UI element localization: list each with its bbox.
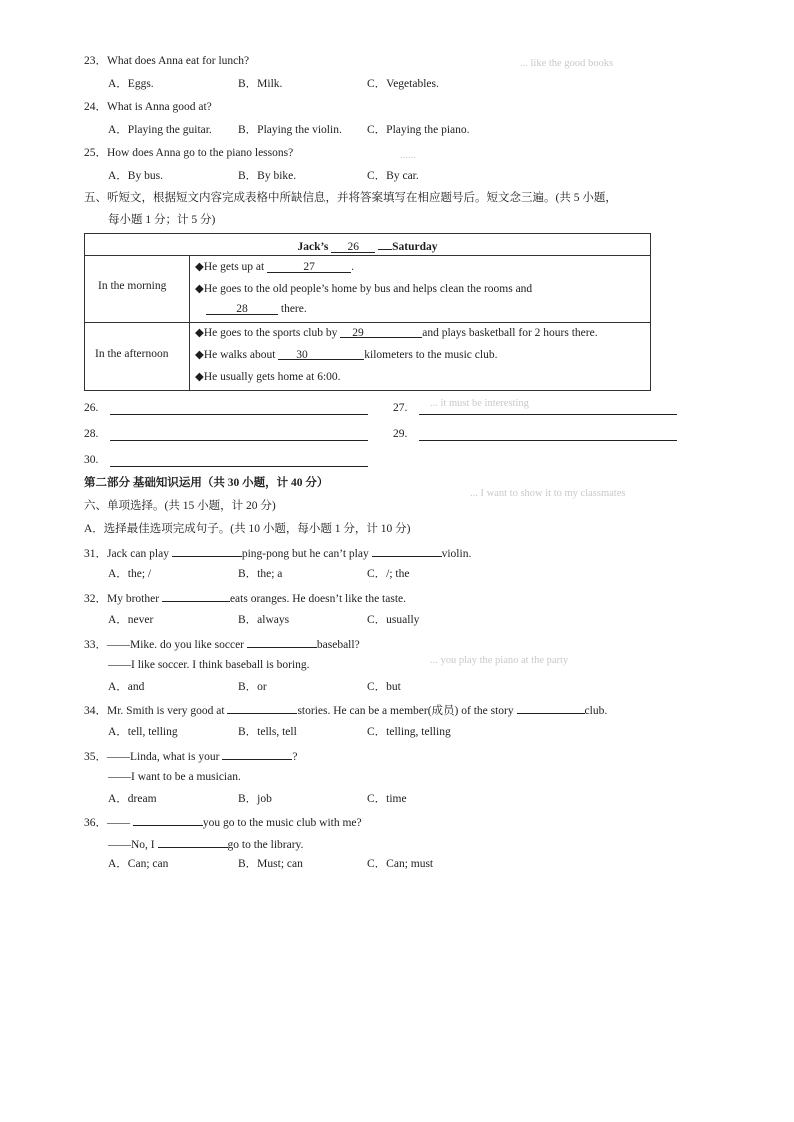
q32-text-1: 32．My brother <box>84 593 160 605</box>
section-5-instructions: 五、听短文，根据短文内容完成表格中所缺信息，并将答案填写在相应题号后。短文念三遍。(共 5 小题， <box>84 192 617 204</box>
q34-text-1: 34．Mr. Smith is very good at <box>84 705 225 717</box>
q35-option-b: B．job <box>238 793 272 805</box>
q31-blank-1[interactable] <box>172 545 242 557</box>
q31-option-a: A．the; / <box>108 568 152 580</box>
answer-30-label: 30. <box>84 454 99 466</box>
diamond-bullet-icon: ◆ <box>195 327 204 339</box>
q36-response <box>108 836 303 852</box>
q33-blank[interactable] <box>247 636 317 648</box>
morning-item-2 <box>195 281 532 295</box>
blank-26-number: 26 <box>347 241 359 253</box>
q35-text-2: ? <box>292 751 298 763</box>
blank-28 <box>206 303 278 315</box>
q34-text-2: stories. He can be a member(成员) of the story <box>297 705 514 717</box>
bleed-through-text: ...... <box>400 150 416 161</box>
blank-28-number: 28 <box>236 303 248 315</box>
q36-text-2: you go to the music club with me? <box>202 817 362 829</box>
answer-29-label: 29. <box>393 428 408 440</box>
q32-blank[interactable] <box>162 590 230 602</box>
q33-option-a: A．and <box>108 681 145 693</box>
q33-response: ——I like soccer. I think baseball is boring. <box>108 659 310 671</box>
q34-option-c: C．telling, telling <box>367 726 451 738</box>
q34-blank-2[interactable] <box>517 702 585 714</box>
q36-text-1: 36．—— <box>84 817 130 829</box>
question-25: 25．How does Anna go to the piano lessons? <box>84 147 294 159</box>
q35-blank[interactable] <box>222 748 292 760</box>
blank-27-number: 27 <box>303 261 315 273</box>
q34-text-3: club. <box>584 705 608 717</box>
q31-option-b: B．the; a <box>238 568 283 580</box>
q32-option-c: C．usually <box>367 614 420 626</box>
blank-27 <box>267 261 351 273</box>
diamond-bullet-icon: ◆ <box>195 261 204 273</box>
q32-option-b: B．always <box>238 614 290 626</box>
question-34 <box>84 702 607 718</box>
q33-option-b: B．or <box>238 681 267 693</box>
question-24: 24．What is Anna good at? <box>84 101 212 113</box>
morning-item-2-text: He goes to the old people’s home by bus and helps clean the rooms and <box>203 283 533 295</box>
afternoon-item-3 <box>195 369 341 383</box>
answer-27-label: 27. <box>393 402 408 414</box>
blank-30-number: 30 <box>296 349 308 361</box>
diamond-bullet-icon: ◆ <box>195 283 204 295</box>
answer-26-label: 26. <box>84 402 99 414</box>
answer-28-label: 28. <box>84 428 99 440</box>
q36-option-b: B．Must; can <box>238 858 303 870</box>
q24-option-c: C．Playing the piano. <box>367 124 470 136</box>
question-36 <box>84 814 362 830</box>
section-5-points: 每小题 1 分；计 5 分) <box>108 214 216 226</box>
bleed-through-text: ... you play the piano at the party <box>430 655 569 666</box>
q36-option-c: C．Can; must <box>367 858 434 870</box>
row-label-afternoon: In the afternoon <box>95 348 169 360</box>
q32-option-a: A．never <box>108 614 154 626</box>
table-row-divider <box>85 322 650 323</box>
answer-line-28[interactable] <box>84 428 369 442</box>
question-33 <box>84 636 360 652</box>
answer-30-blank[interactable] <box>110 466 368 467</box>
afternoon-item-2 <box>195 347 497 361</box>
answer-line-27[interactable] <box>393 402 678 416</box>
q35-option-a: A．dream <box>108 793 157 805</box>
afternoon-item-1-end: and plays basketball for 2 hours there. <box>422 327 598 339</box>
q34-option-b: B．tells, tell <box>238 726 297 738</box>
morning-item-1-text: He gets up at <box>203 261 265 273</box>
info-table <box>84 233 651 391</box>
morning-item-1-end: . <box>351 261 354 273</box>
table-title <box>85 238 650 253</box>
q35-text-1: 35．——Linda, what is your <box>84 751 220 763</box>
table-header <box>85 234 650 256</box>
afternoon-item-2-end: kilometers to the music club. <box>364 349 498 361</box>
q23-option-a: A．Eggs. <box>108 78 154 90</box>
blank-30 <box>278 349 364 360</box>
morning-item-2-continued <box>206 303 307 315</box>
table-title-suffix: Saturday <box>392 241 438 253</box>
q36-blank-2[interactable] <box>158 836 228 848</box>
q33-option-c: C．but <box>367 681 401 693</box>
part-2-title: 第二部分 基础知识运用（共 30 小题，计 40 分） <box>84 477 329 489</box>
q23-option-b: B．Milk. <box>238 78 283 90</box>
blank-26-extension <box>378 238 392 250</box>
answer-line-26[interactable] <box>84 402 369 416</box>
afternoon-item-1-text: He goes to the sports club by <box>203 327 338 339</box>
q36-blank-1[interactable] <box>133 814 203 826</box>
afternoon-item-1 <box>195 325 598 339</box>
answer-26-blank[interactable] <box>110 414 368 415</box>
diamond-bullet-icon: ◆ <box>195 371 204 383</box>
q31-text-2: ping-pong but he can’t play <box>241 548 369 560</box>
section-6-title: 六、单项选择。(共 15 小题，计 20 分) <box>84 500 276 512</box>
answer-28-blank[interactable] <box>110 440 368 441</box>
question-31 <box>84 545 471 561</box>
q32-text-2: eats oranges. He doesn’t like the taste. <box>229 593 407 605</box>
q24-option-a: A．Playing the guitar. <box>108 124 212 136</box>
q35-response: ——I want to be a musician. <box>108 771 241 783</box>
q36-option-a: A．Can; can <box>108 858 169 870</box>
q33-text-1: 33．——Mike. do you like soccer <box>84 639 245 651</box>
question-35 <box>84 748 297 764</box>
q24-option-b: B．Playing the violin. <box>238 124 342 136</box>
q35-option-c: C．time <box>367 793 407 805</box>
afternoon-item-2-text: He walks about <box>203 349 276 361</box>
answer-29-blank[interactable] <box>419 440 677 441</box>
q36-response-text-2: go to the library. <box>227 839 304 851</box>
blank-29-number: 29 <box>352 327 364 339</box>
section-a-instructions: A．选择最佳选项完成句子。(共 10 小题，每小题 1 分，计 10 分) <box>84 523 411 535</box>
morning-item-1 <box>195 259 354 273</box>
blank-26 <box>331 241 375 253</box>
answer-27-blank[interactable] <box>419 414 677 415</box>
q25-option-b: B．By bike. <box>238 170 297 182</box>
q33-text-2: baseball? <box>316 639 360 651</box>
q31-blank-2[interactable] <box>372 545 442 557</box>
row-label-morning: In the morning <box>98 280 167 292</box>
answer-line-29[interactable] <box>393 428 678 442</box>
q31-text-1: 31．Jack can play <box>84 548 169 560</box>
table-title-prefix: Jack’s <box>297 241 329 253</box>
morning-item-2-end: there. <box>280 303 307 315</box>
afternoon-item-3-text: He usually gets home at 6:00. <box>203 371 341 383</box>
q25-option-a: A．By bus. <box>108 170 163 182</box>
table-column-divider <box>189 255 190 391</box>
blank-29 <box>340 327 422 338</box>
q34-option-a: A．tell, telling <box>108 726 178 738</box>
bleed-through-text: ... it must be interesting <box>430 398 529 409</box>
diamond-bullet-icon: ◆ <box>195 349 204 361</box>
bleed-through-text: ... like the good books <box>520 58 614 69</box>
q31-option-c: C．/; the <box>367 568 410 580</box>
q25-option-c: C．By car. <box>367 170 419 182</box>
bleed-through-text: ... I want to show it to my classmates <box>470 488 626 499</box>
q23-option-c: C．Vegetables. <box>367 78 439 90</box>
question-32 <box>84 590 406 606</box>
q36-response-text-1: ——No, I <box>108 839 155 851</box>
question-23: 23．What does Anna eat for lunch? <box>84 55 250 67</box>
q34-blank-1[interactable] <box>227 702 297 714</box>
q31-text-3: violin. <box>441 548 472 560</box>
answer-line-30[interactable] <box>84 454 369 468</box>
